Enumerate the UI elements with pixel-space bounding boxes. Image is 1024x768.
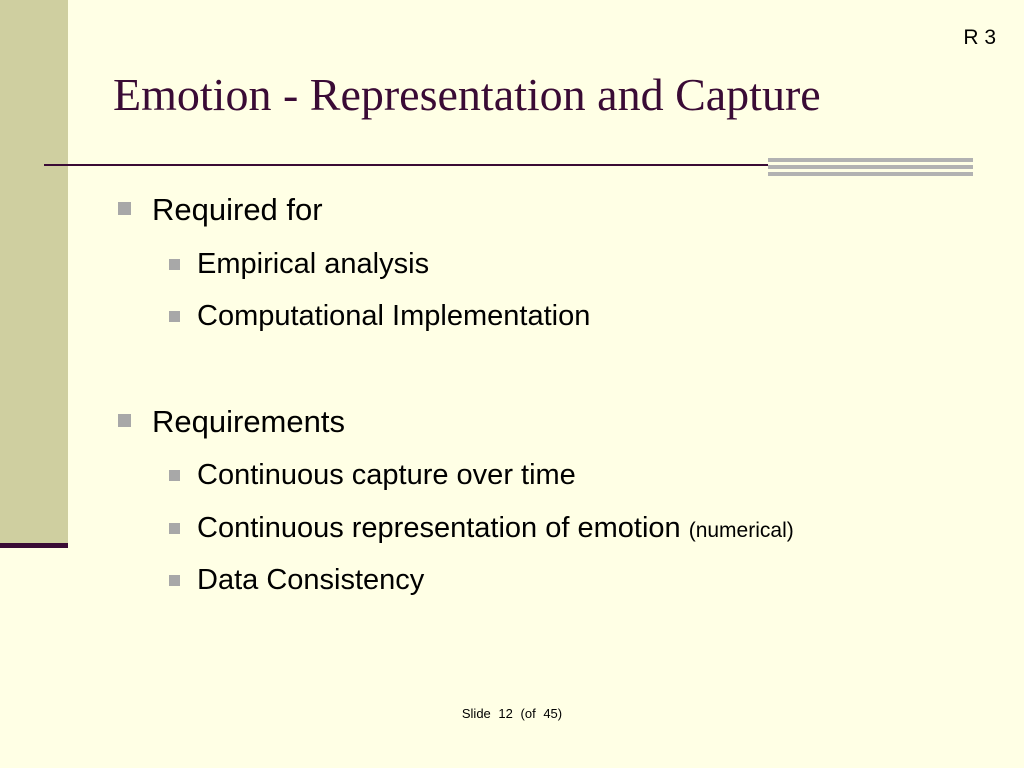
bullet-level2 [197,512,794,545]
square-bullet-icon [169,311,180,322]
square-bullet-icon [118,202,131,215]
square-bullet-icon [169,575,180,586]
footer-total-slides: 45) [543,706,563,721]
slide-footer [0,706,1024,721]
footer-current-slide: 12 [498,706,513,721]
bullet-text: Required for [152,192,323,227]
bullet-level2 [197,300,590,333]
slide-title: Emotion - Representation and Capture [113,69,821,120]
footer-of-label: (of [520,706,536,721]
square-bullet-icon [169,523,180,534]
bullet-text: Data Consistency [197,564,425,596]
square-bullet-icon [169,259,180,270]
bullet-level1 [152,192,323,228]
slide-corner-label: R 3 [963,26,996,49]
bullet-level2 [197,248,429,281]
bullet-text: Continuous capture over time [197,459,576,491]
bullet-level2 [197,564,424,597]
bullet-text: Empirical analysis [197,248,430,280]
bullet-text: Requirements [152,404,345,439]
square-bullet-icon [169,470,180,481]
footer-slide-label: Slide [461,706,491,721]
bullet-text: Continuous representation of emotion [197,512,681,544]
square-bullet-icon [118,414,131,427]
bullet-note: (numerical) [688,519,794,542]
bullet-text: Computational Implementation [197,300,591,332]
bullet-level1 [152,404,345,440]
bullet-level2 [197,459,576,492]
